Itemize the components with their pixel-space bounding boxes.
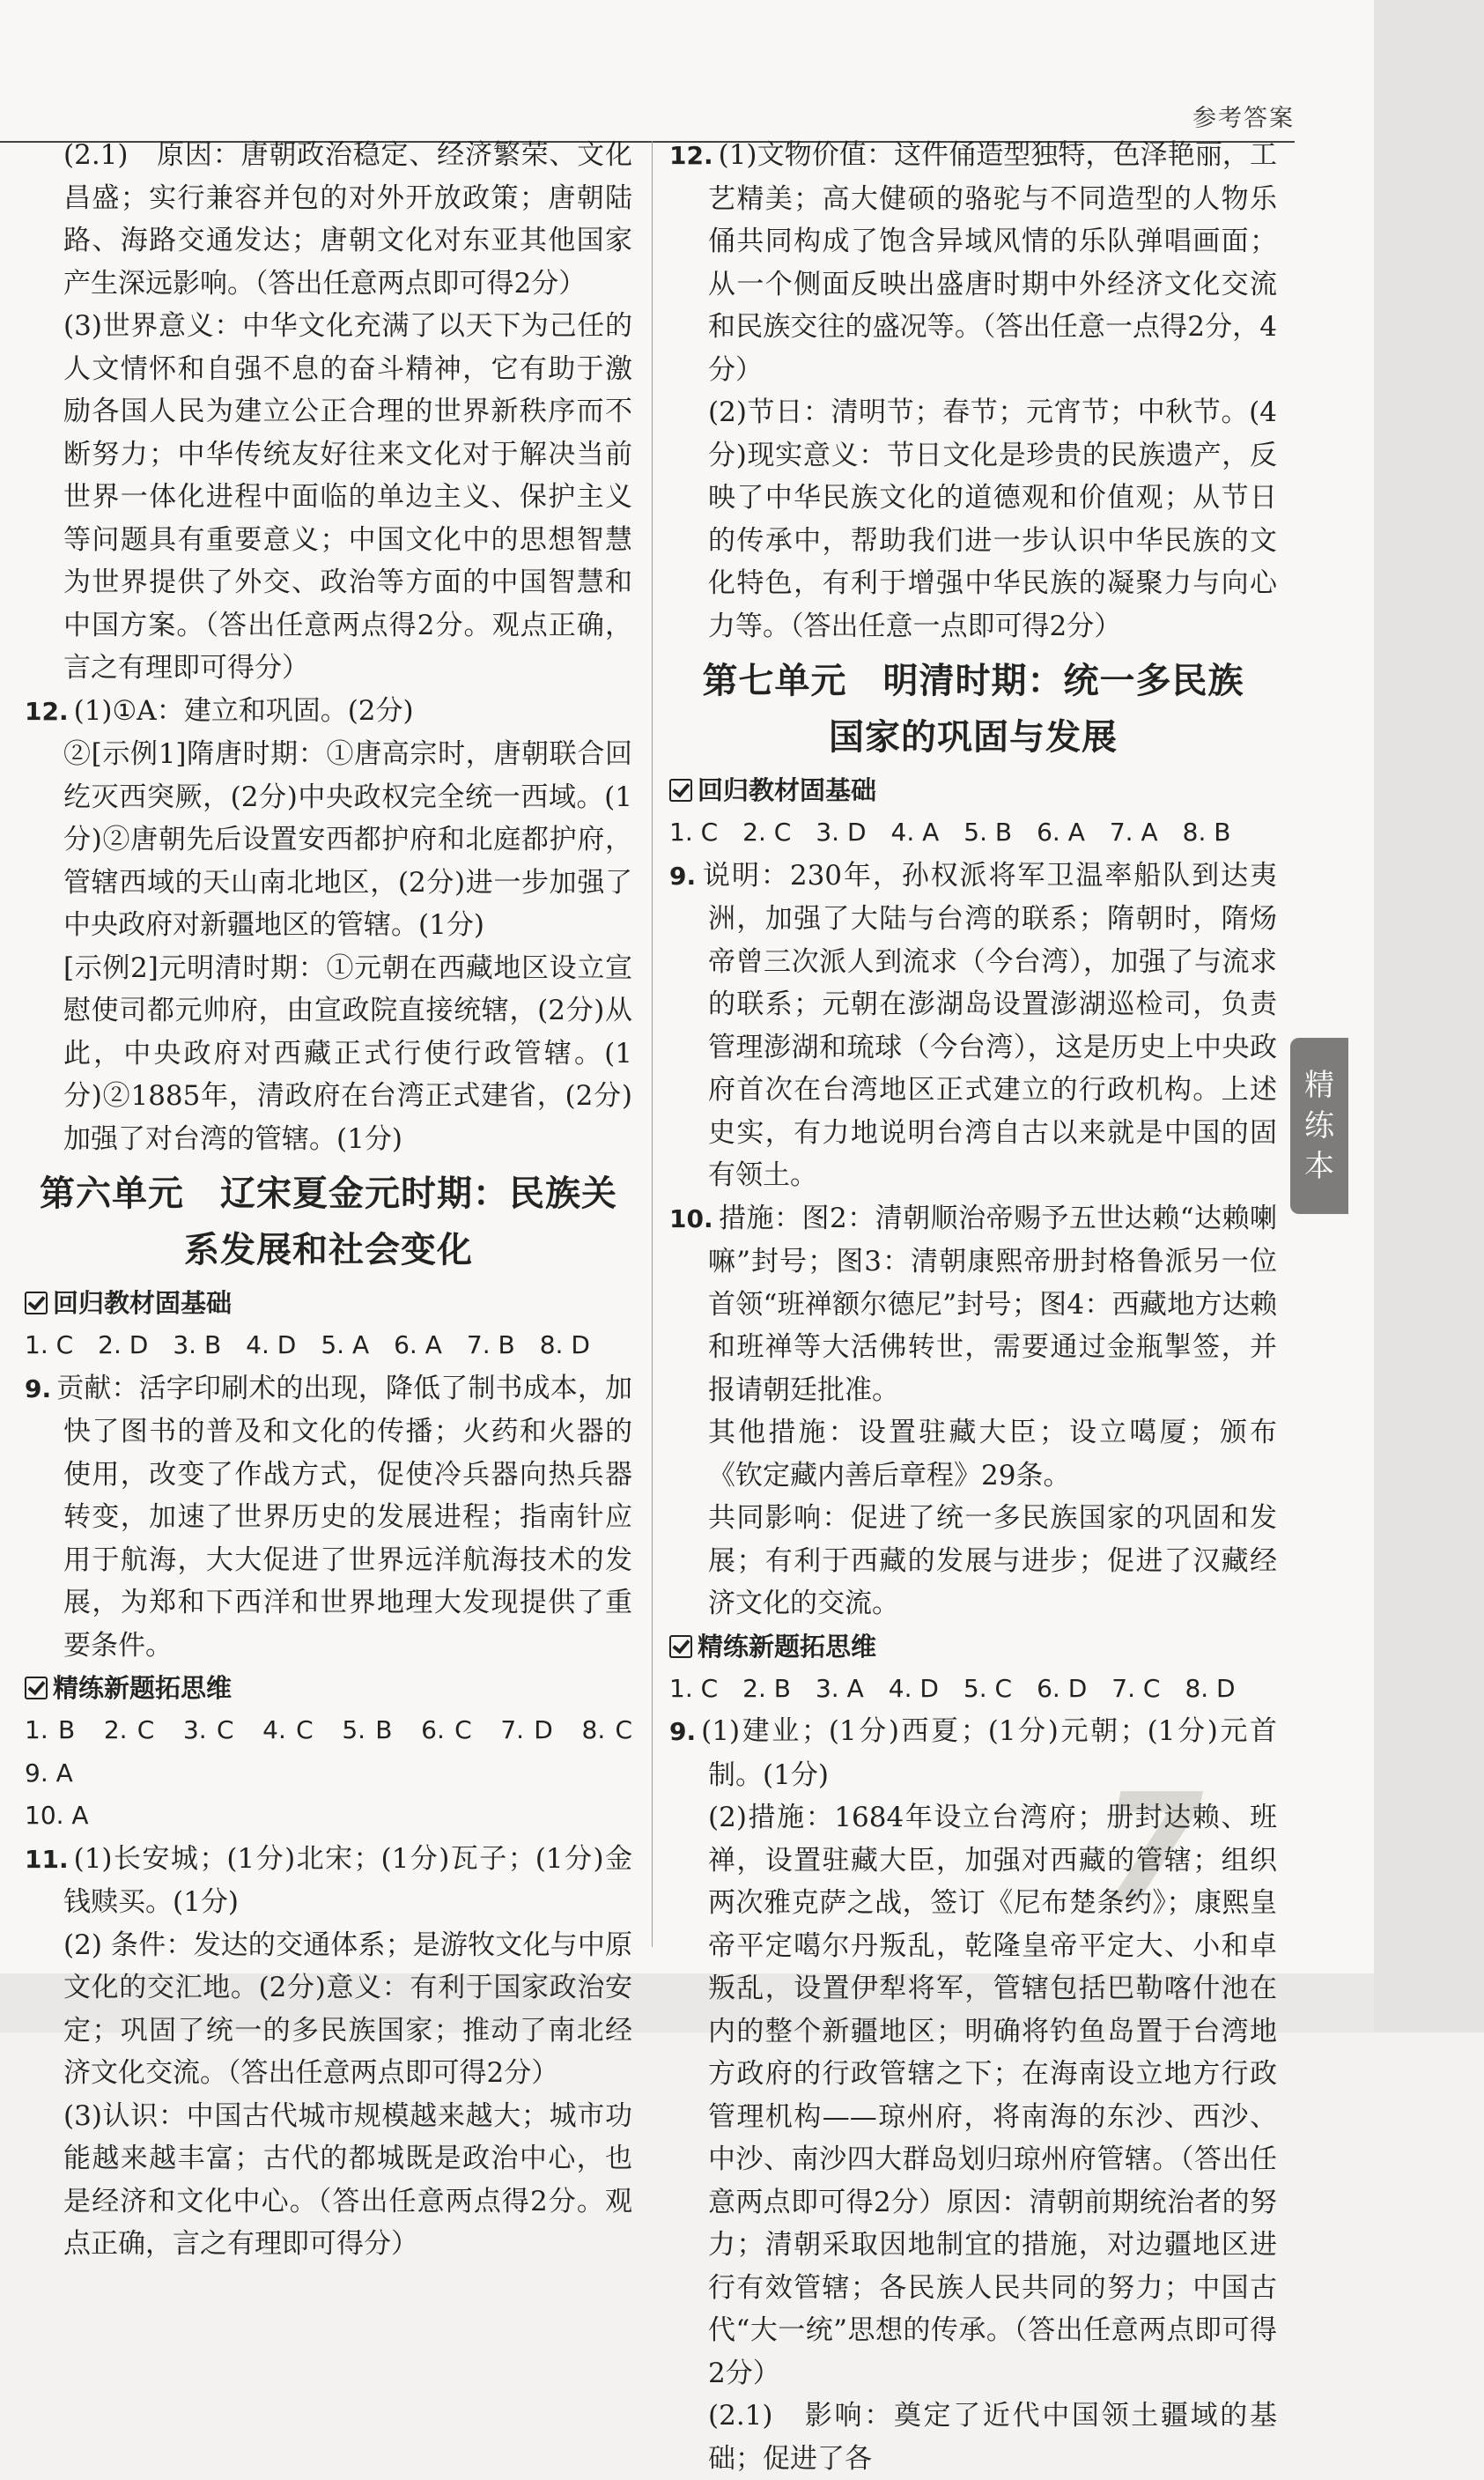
section-heading-text: 回归教材固基础 — [698, 775, 877, 805]
question-number: 9. — [25, 1373, 52, 1403]
question-number: 12. — [25, 696, 69, 726]
question-9 — [669, 855, 1277, 1197]
question-number: 10. — [669, 1203, 713, 1233]
answer-paragraph: (2)节日：清明节；春节；元宵节；中秋节。(4分)现实意义：节日文化是珍贵的民族遗产，反映了中华民族文化的道德观和价值观；从节日的传承中，帮助我们进一步认识中华民族的文化特色，有利于增强中华民族的凝聚力与向心力等。（答出任意一点即可得2分） — [708, 396, 1277, 642]
answer-text: (1)文物价值：这件俑造型独特，色泽艳丽，工艺精美；高大健硕的骆驼与不同造型的人物乐俑共同构成了饱含异域风情的乐队弹唱画面；从一个侧面反映出盛唐时期中外经济文化交流和民族交往的盛况等。（答出任意一点得2分，4分） — [708, 139, 1277, 386]
section-heading-text: 精练新题拓思维 — [53, 1673, 233, 1703]
question-12 — [669, 134, 1277, 391]
answer-text: 贡献：活字印刷术的出现，降低了制书成本，加快了图书的普及和文化的传播；火药和火器的使用，改变了作战方式，促使冷兵器向热兵器转变，加速了世界历史的发展进程；指南针应用于航海，大大促进了世界远洋航海技术的发展，为郑和下西洋和世界地理大发现提供了重要条件。 — [56, 1372, 632, 1662]
unit-title-line: 国家的巩固与发展 — [829, 717, 1118, 758]
answer-text: (1)建业；(1分)西夏；(1分)元朝；(1分)元首制。(1分) — [701, 1715, 1277, 1791]
mc-answers-text: 1. B 2. C 3. C 4. C 5. B 6. C 7. D 8. C 9. A — [25, 1715, 658, 1788]
page-number: 7 — [1099, 1762, 1204, 1936]
mc-answers-text: 1. C 2. B 3. A 4. D 5. C 6. D 7. C 8. D — [669, 1673, 1236, 1703]
side-tab-char: 精 — [1304, 1068, 1334, 1103]
unit-title-line: 第七单元 明清时期：统一多民族 — [702, 661, 1244, 701]
unit-title — [25, 1166, 632, 1278]
checkbox-icon — [25, 1292, 48, 1314]
answer-paragraph: (2.1) 影响：奠定了近代中国领土疆域的基础；促进了各 — [708, 2400, 1277, 2475]
running-head: 参考答案 — [1192, 105, 1295, 132]
section-heading — [25, 1282, 632, 1324]
question-9 — [669, 1710, 1277, 1796]
column-divider — [652, 141, 653, 1947]
answer-text: (1)长安城；(1分)北宋；(1分)瓦子；(1分)金钱赎买。(1分) — [63, 1842, 632, 1918]
answer-paragraph: 共同影响：促进了统一多民族国家的巩固和发展；有利于西藏的发展与进步；促进了汉藏经济文化的交流。 — [708, 1502, 1277, 1619]
unit-title-line: 系发展和社会变化 — [184, 1230, 473, 1270]
answer-paragraph: (3)世界意义：中华文化充满了以天下为己任的人文情怀和自强不息的奋斗精神，它有助于激励各国人民为建立公正合理的世界新秩序而不断努力；中华传统友好往来文化对于解决当前世界一体化进程中面临的单边主义、保护主义等问题具有重要意义；中国文化中的思想智慧为世界提供了外交、政治等方面的中国智慧和中国方案。（答出任意两点得2分。观点正确，言之有理即可得分） — [63, 310, 632, 684]
unit-title-line: 第六单元 辽宋夏金元时期：民族关 — [40, 1173, 617, 1214]
answer-text: 措施：图2：清朝顺治帝赐予五世达赖“达赖喇嘛”封号；图3：清朝康熙帝册封格鲁派另一位首领“班禅额尔德尼”封号；图4：西藏地方达赖和班禅等大活佛转世，需要通过金瓶掣签，并报请朝廷批准。 — [708, 1202, 1277, 1406]
section-heading-text: 回归教材固基础 — [53, 1288, 233, 1318]
question-number: 12. — [669, 141, 713, 170]
mc-answers-text: 1. C 2. D 3. B 4. D 5. A 6. A 7. B 8. D — [25, 1330, 590, 1359]
section-heading — [25, 1667, 632, 1709]
answer-paragraph: (2)措施：1684年设立台湾府；册封达赖、班禅，设置驻藏大臣，加强对西藏的管辖；组织两次雅克萨之战，签订《尼布楚条约》；康熙皇帝平定噶尔丹叛乱，乾隆皇帝平定大、小和卓叛乱，设置伊犁将军，管辖包括巴勒喀什池在内的整个新疆地区；明确将钓鱼岛置于台湾地方政府的行政管辖之下；在海南设立地方行政管理机构——琼州府，将南海的东沙、西沙、中沙、南沙四大群岛划归琼州府管辖。（答出任意两点即可得2分）原因：清朝前期统治者的努力；清朝采取因地制宜的措施，对边疆地区进行有效管辖；各民族人民共同的努力；中国古代“大一统”思想的传承。（答出任意两点即可得2分） — [708, 1802, 1277, 2389]
section-heading — [669, 1625, 1277, 1668]
mc-answers-text: 1. C 2. C 3. D 4. A 5. B 6. A 7. A 8. B — [669, 818, 1231, 847]
answer-text: 说明：230年，孙权派将军卫温率船队到达夷洲，加强了大陆与台湾的联系；隋朝时，隋炀帝曾三次派人到流求（今台湾），加强了与流求的联系；元朝在澎湖岛设置澎湖巡检司，负责管理澎湖和琉球（今台湾），这是历史上中央政府首次在台湾地区正式建立的行政机构。上述史实，有力地说明台湾自古以来就是中国的固有领土。 — [701, 859, 1277, 1191]
question-number: 9. — [669, 1717, 697, 1746]
question-12 — [25, 690, 632, 734]
left-column — [25, 134, 658, 2266]
mc-answers — [669, 811, 1277, 855]
answer-text: (1)①A：建立和巩固。(2分) — [73, 694, 414, 727]
checkbox-icon — [669, 1635, 692, 1658]
page-edge — [1374, 0, 1484, 2032]
mc-answers — [669, 1668, 1277, 1711]
answer-paragraph: (2) 条件：发达的交通体系；是游牧文化与中原文化的交汇地。(2分)意义：有利于国家政治安定；巩固了统一的多民族国家；推动了南北经济文化交流。（答出任意两点即可得2分） — [63, 1928, 632, 2089]
answer-paragraph: (2.1) 原因：唐朝政治稳定、经济繁荣、文化昌盛；实行兼容并包的对外开放政策；唐朝陆路、海路交通发达；唐朝文化对东亚其他国家产生深远影响。（答出任意两点即可得2分） — [63, 139, 632, 300]
mc-answers-text: 10. A — [25, 1801, 89, 1830]
section-heading-text: 精练新题拓思维 — [698, 1631, 877, 1662]
side-tab[interactable] — [1290, 1038, 1348, 1214]
mc-answers — [25, 1324, 632, 1367]
side-tab-char: 本 — [1304, 1149, 1334, 1184]
mc-answers — [25, 1709, 658, 1795]
answer-paragraph: 其他措施：设置驻藏大臣；设立噶厦；颁布《钦定藏内善后章程》29条。 — [708, 1417, 1277, 1492]
unit-title — [669, 653, 1277, 766]
question-number: 9. — [669, 861, 697, 891]
right-column — [669, 134, 1277, 2480]
question-9 — [25, 1367, 632, 1668]
section-heading — [669, 769, 1277, 811]
answer-paragraph: ②[示例1]隋唐时期：①唐高宗时，唐朝联合回纥灭西突厥，(2分)中央政权完全统一西域。(1分)②唐朝先后设置安西都护府和北庭都护府，管辖西域的天山南北地区，(2分)进一步加强了中央政府对新疆地区的管辖。(1分) — [63, 738, 632, 941]
side-tab-char: 练 — [1304, 1108, 1334, 1144]
checkbox-icon — [669, 779, 692, 802]
answer-paragraph: [示例2]元明清时期：①元朝在西藏地区设立宣慰使司都元帅府，由宣政院直接统辖，(2分)从此，中央政府对西藏正式行使行政管辖。(1分)②1885年，清政府在台湾正式建省，(2分)加强了对台湾的管辖。(1分) — [63, 951, 632, 1155]
checkbox-icon — [25, 1677, 48, 1699]
mc-answers — [25, 1795, 632, 1838]
question-number: 11. — [25, 1844, 69, 1874]
question-10 — [669, 1197, 1277, 1412]
question-11 — [25, 1838, 632, 1924]
answer-paragraph: (3)认识：中国古代城市规模越来越大；城市功能越来越丰富；古代的都城既是政治中心，也是经济和文化中心。（答出任意两点得2分。观点正确，言之有理即可得分） — [63, 2099, 632, 2260]
